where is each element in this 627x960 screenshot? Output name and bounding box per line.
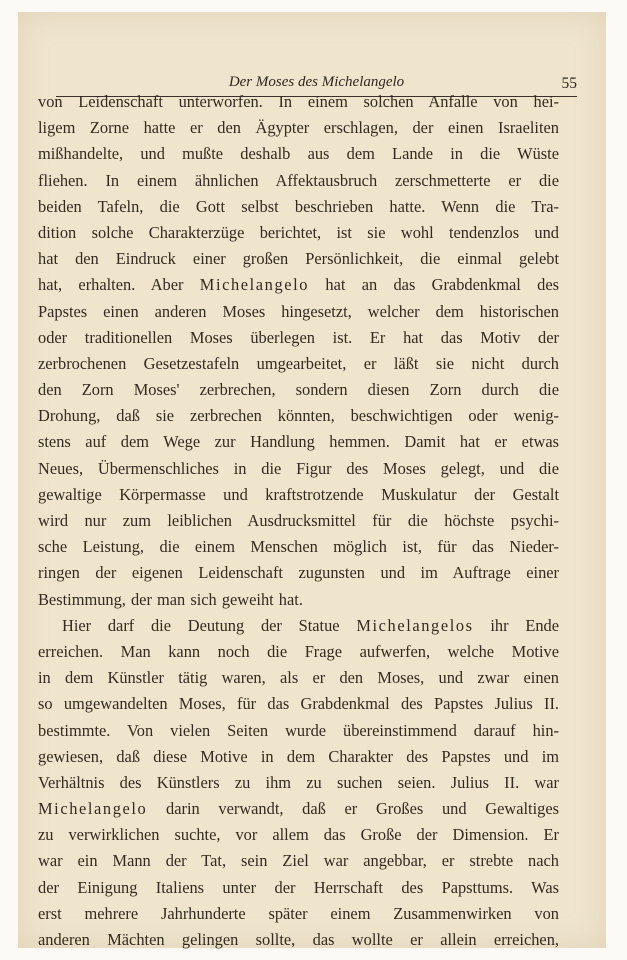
text-line	[38, 822, 559, 848]
spaced-name: Michelangelo	[38, 799, 148, 819]
body-text	[38, 89, 559, 953]
line-text: Neues, Übermenschliches in die Figur des Moses gelegt, und die	[38, 458, 559, 478]
text-line	[38, 482, 559, 508]
line-text: zerbrochenen Gesetzestafeln umgearbeitet, er läßt sie nicht durch	[38, 353, 559, 373]
text-line	[38, 639, 559, 665]
line-text: Verhältnis des Künstlers zu ihm zu suchen seien. Julius II. war	[38, 772, 559, 792]
text-line	[38, 194, 559, 220]
text-line	[38, 796, 559, 822]
line-text: hat, erhalten. Aber	[38, 275, 200, 295]
line-text: beiden Tafeln, die Gott selbst beschrieben hatte. Wenn die Tra-	[38, 196, 559, 216]
text-line	[38, 351, 559, 377]
text-line	[38, 613, 559, 639]
text-line	[38, 770, 559, 796]
text-line	[38, 875, 559, 901]
line-text: anderen Mächten gelingen sollte, das wollte er allein erreichen,	[38, 930, 559, 949]
text-line	[38, 901, 559, 927]
text-line	[38, 325, 559, 351]
line-text: mißhandelte, und mußte deshalb aus dem Lande in die Wüste	[38, 144, 559, 164]
spaced-name: Michelangelo	[199, 275, 310, 295]
line-text: von Leidenschaft unterworfen. In einem solchen Anfalle von hei-	[38, 92, 559, 111]
text-line	[38, 246, 559, 272]
text-line	[38, 272, 559, 298]
line-text: ihr Ende	[473, 615, 559, 635]
text-line	[38, 115, 559, 141]
line-text: ligem Zorne hatte er den Ägypter erschlagen, der einen Israeliten	[38, 118, 559, 138]
line-text: dition solche Charakterzüge berichtet, ist sie wohl tendenzlos und	[38, 222, 559, 242]
page-number: 55	[561, 75, 577, 92]
line-text: hat an das Grabdenkmal des	[309, 275, 559, 295]
text-line	[38, 299, 559, 325]
line-text: gewiesen, daß diese Motive in dem Charakter des Papstes und im	[38, 746, 559, 766]
text-line	[38, 403, 559, 429]
line-text: wird nur zum leiblichen Ausdrucksmittel für die höchste psychi-	[38, 511, 559, 530]
line-text: bestimmte. Von vielen Seiten wurde übereinstimmend darauf hin-	[38, 720, 559, 740]
text-line	[38, 665, 559, 691]
line-text: der Einigung Italiens unter der Herrschaft des Papsttums. Was	[38, 877, 559, 897]
text-line	[38, 429, 559, 455]
line-text: war ein Mann der Tat, sein Ziel war angebbar, er strebte nach	[38, 851, 559, 871]
line-text: Hier darf die Deutung der Statue	[62, 615, 357, 635]
line-text: in dem Künstler tätig waren, als er den Moses, und zwar einen	[38, 668, 559, 688]
line-text: hat den Eindruck einer großen Persönlichkeit, die einmal gelebt	[38, 249, 559, 269]
text-line	[38, 89, 559, 115]
spaced-name: Michelangelos	[356, 615, 474, 635]
line-text: erreichen. Man kann noch die Frage aufwerfen, welche Motive	[38, 641, 559, 661]
text-line	[38, 744, 559, 770]
line-text: erst mehrere Jahrhunderte später einem Zusammenwirken von	[38, 903, 559, 923]
line-text: gewaltige Körpermasse und kraftstrotzende Muskulatur der Gestalt	[38, 484, 559, 504]
text-line	[38, 377, 559, 403]
text-line	[38, 927, 559, 953]
text-line	[38, 141, 559, 167]
line-text: sche Leistung, die einem Menschen möglich ist, für das Nieder-	[38, 537, 559, 557]
text-line	[38, 220, 559, 246]
line-text: darin verwandt, daß er Großes und Gewaltiges	[147, 799, 559, 819]
line-text: den Zorn Moses' zerbrechen, sondern diesen Zorn durch die	[38, 380, 559, 400]
line-text: zu verwirklichen suchte, vor allem das Große der Dimension. Er	[38, 825, 559, 845]
text-line	[38, 560, 559, 586]
line-text: so umgewandelten Moses, für das Grabdenkmal des Papstes Julius II.	[38, 694, 559, 714]
line-text: Bestimmung, der man sich geweiht hat.	[38, 589, 303, 609]
text-line	[38, 691, 559, 717]
line-text: ringen der eigenen Leidenschaft zugunsten und im Auftrage einer	[38, 563, 559, 583]
text-line	[38, 168, 559, 194]
line-text: Papstes einen anderen Moses hingesetzt, welcher dem historischen	[38, 301, 559, 321]
text-line	[38, 456, 559, 482]
text-line	[38, 508, 559, 534]
line-text: oder traditionellen Moses überlegen ist. Er hat das Motiv der	[38, 327, 559, 347]
line-text: stens auf dem Wege zur Handlung hemmen. Damit hat er etwas	[38, 432, 559, 452]
line-text: fliehen. In einem ähnlichen Affektausbruch zerschmetterte er die	[38, 170, 559, 190]
line-text: Drohung, daß sie zerbrechen könnten, beschwichtigen oder wenig-	[38, 406, 559, 426]
running-title: Der Moses des Michelangelo	[228, 74, 405, 90]
text-line	[38, 848, 559, 874]
text-line	[38, 587, 559, 613]
text-line	[38, 534, 559, 560]
text-line	[38, 718, 559, 744]
